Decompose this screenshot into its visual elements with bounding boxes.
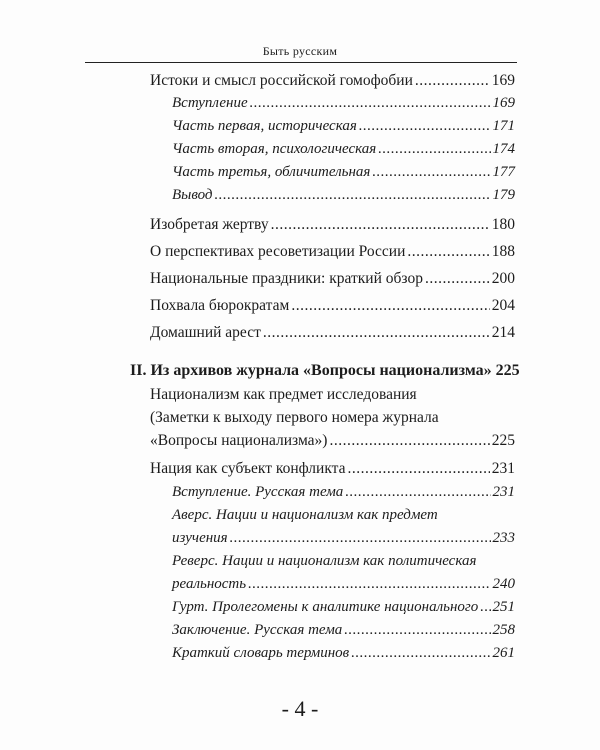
toc-entry[interactable] [150, 243, 515, 261]
leader-dots [329, 432, 489, 450]
leader-dots [359, 118, 491, 135]
leader-dots [345, 484, 490, 501]
leader-dots [271, 216, 490, 234]
toc-entry-title: Домашний арест [150, 324, 261, 341]
toc-entry-page: 200 [491, 270, 515, 287]
toc-entry-title: изучения [172, 530, 228, 546]
toc-entry-page: 225 [495, 362, 520, 379]
toc-entry-page: 179 [492, 187, 515, 203]
toc-entry-page: 169 [491, 72, 515, 89]
toc-subentry[interactable] [172, 530, 515, 547]
leader-dots [347, 460, 489, 478]
toc-entry-title: Вывод [172, 187, 213, 203]
toc-entry-page: 231 [492, 484, 515, 500]
toc-entry-title: II. Из архивов журнала «Вопросы национализма» [130, 362, 492, 379]
toc-entry-page: 169 [492, 95, 515, 111]
toc-entry[interactable] [150, 297, 515, 315]
leader-dots [248, 576, 490, 593]
toc-entry[interactable] [150, 216, 515, 234]
toc-section-heading[interactable] [130, 362, 520, 380]
toc-entry-title: Нация как субъект конфликта [150, 460, 346, 477]
leader-dots [425, 270, 490, 288]
toc-entry-title: Краткий словарь терминов [172, 645, 350, 661]
toc-entry-title: О перспективах ресоветизации России [150, 243, 406, 260]
toc-subentry-line: Аверс. Нации и национализм как предмет [172, 507, 438, 523]
toc-entry-title: Национальные праздники: краткий обзор [150, 270, 423, 287]
leader-dots [351, 645, 490, 662]
toc-entry-title: Вступление. Русская тема [172, 484, 344, 500]
leader-dots [230, 530, 491, 547]
toc-entry-page: 174 [492, 141, 515, 157]
toc-entry-title: Часть вторая, психологическая [172, 141, 377, 157]
toc-entry-title: Часть третья, обличительная [172, 164, 371, 180]
toc-entry-title: Гурт. Пролегомены к аналитике национального [172, 599, 479, 615]
toc-subentry[interactable] [172, 118, 515, 135]
leader-dots [378, 141, 490, 158]
leader-dots [291, 297, 489, 315]
toc-subentry[interactable] [172, 164, 515, 181]
leader-dots [215, 187, 491, 204]
toc-entry-title: Заключение. Русская тема [172, 622, 343, 638]
leader-dots [407, 243, 489, 261]
toc-entry-page: 225 [491, 432, 515, 449]
toc-entry-page: 231 [491, 460, 515, 477]
toc-subentry[interactable] [172, 484, 515, 501]
toc-entry[interactable] [150, 72, 515, 90]
toc-entry[interactable] [150, 432, 515, 450]
toc-entry-title: Истоки и смысл российской гомофобии [150, 72, 413, 89]
toc-entry-page: 251 [492, 599, 515, 615]
toc-entry-title: Изобретая жертву [150, 216, 269, 233]
toc-entry-title: реальность [172, 576, 247, 592]
toc-entry-title: Похвала бюрократам [150, 297, 290, 314]
toc-entry[interactable] [150, 270, 515, 288]
header-rule [85, 62, 517, 63]
toc-entry-page: 177 [492, 164, 515, 180]
leader-dots [415, 72, 490, 90]
toc-subentry[interactable] [172, 141, 515, 158]
toc-entry-page: 261 [492, 645, 515, 661]
toc-entry[interactable] [150, 324, 515, 342]
toc-subentry[interactable] [172, 576, 515, 593]
leader-dots [344, 622, 490, 639]
leader-dots [372, 164, 490, 181]
toc-entry-page: 180 [491, 216, 515, 233]
toc-subentry[interactable] [172, 187, 515, 204]
leader-dots [480, 599, 490, 616]
toc-subentry[interactable] [172, 95, 515, 112]
toc-entry-line: Национализм как предмет исследования [150, 386, 417, 403]
toc-entry-page: 204 [491, 297, 515, 314]
toc-subentry-line: Реверс. Нации и национализм как политическая [172, 553, 477, 569]
toc-entry-title: Часть первая, историческая [172, 118, 357, 134]
leader-dots [263, 324, 490, 342]
toc-entry-page: 188 [491, 243, 515, 260]
toc-subentry[interactable] [172, 622, 515, 639]
toc-subentry[interactable] [172, 599, 515, 616]
toc-entry[interactable] [150, 460, 515, 478]
toc-entry-page: 258 [492, 622, 515, 638]
running-header: Быть русским [262, 44, 338, 58]
toc-subentry[interactable] [172, 645, 515, 662]
leader-dots [250, 95, 491, 112]
toc-entry-title: «Вопросы национализма») [150, 432, 328, 449]
toc-entry-page: 171 [492, 118, 515, 134]
toc-entry-page: 214 [491, 324, 515, 341]
page-number: - 4 - [281, 696, 319, 721]
toc-entry-page: 233 [492, 530, 515, 546]
toc-entry-title: Вступление [172, 95, 248, 111]
toc-entry-line: (Заметки к выходу первого номера журнала [150, 409, 439, 426]
toc-entry-page: 240 [492, 576, 515, 592]
